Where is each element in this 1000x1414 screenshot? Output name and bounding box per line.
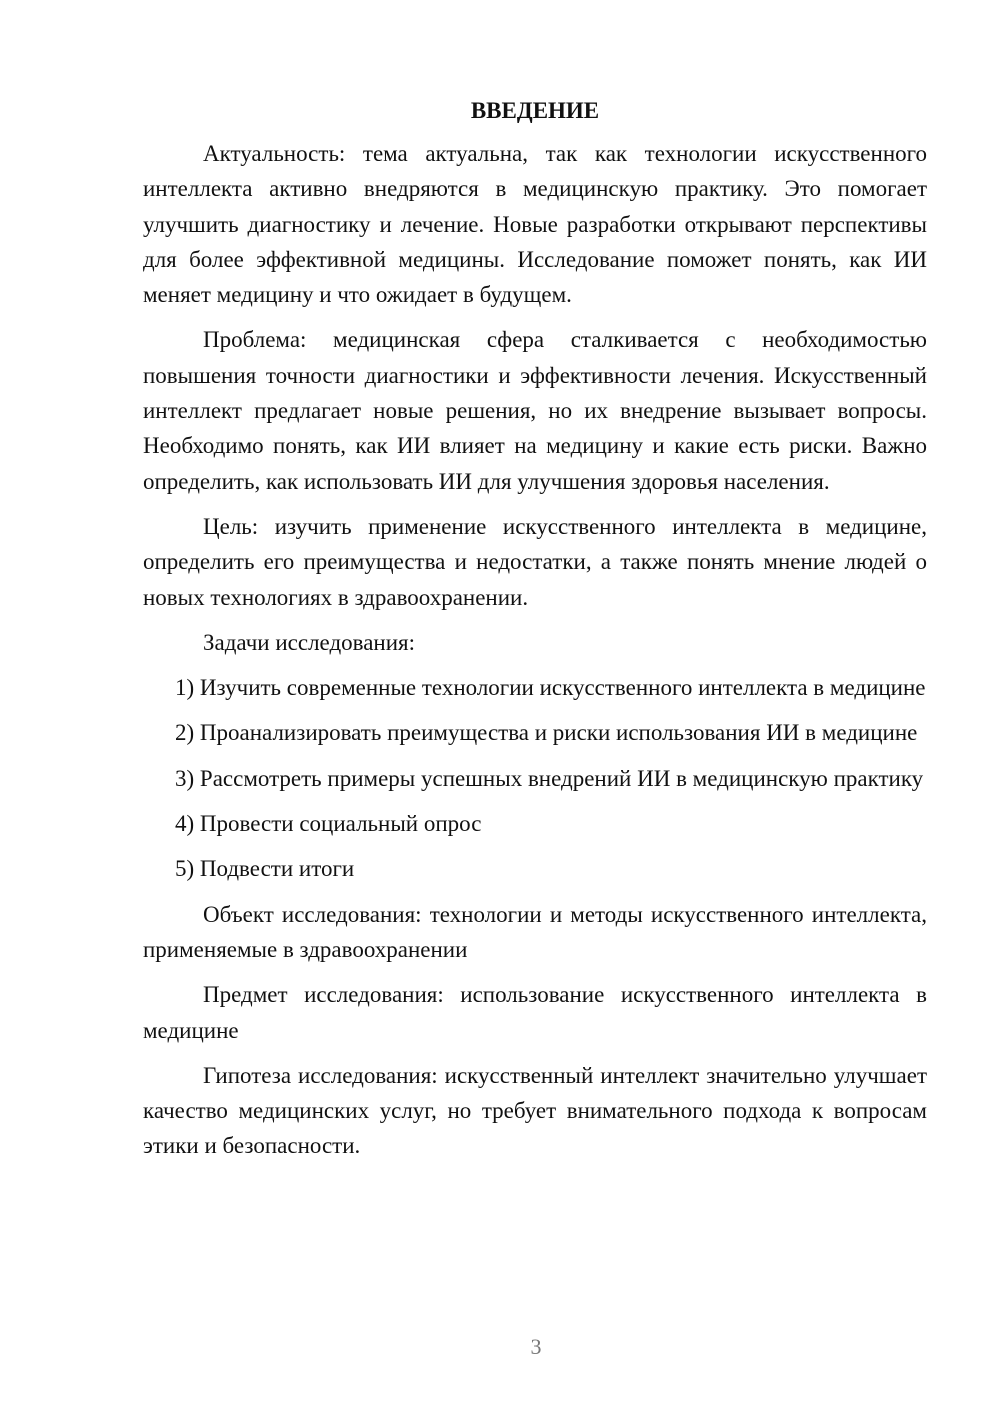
hypothesis-paragraph: Гипотеза исследования: искусственный интеллект значительно улучшает качество медицинских услуг, но требует внимательного подхода к вопросам этики и безопасности. xyxy=(143,1062,927,1159)
page-number: 3 xyxy=(530,1334,542,1359)
document-page xyxy=(143,96,927,1174)
goal-paragraph: Цель: изучить применение искусственного интеллекта в медицине, определить его преимущества и недостатки, а также понять мнение людей о новых технологиях в здравоохранении. xyxy=(143,513,927,610)
task-item-2: 2) Проанализировать преимущества и риски использования ИИ в медицине xyxy=(175,720,918,746)
tasks-heading: Задачи исследования: xyxy=(203,629,416,655)
relevance-paragraph: Актуальность: тема актуальна, так как технологии искусственного интеллекта активно внедряются в медицинскую практику. Это помогает улучшить диагностику и лечение. Новые разработки открывают перспективы для более эффективной медицины. Исследование поможет понять, как ИИ меняет медицину и что ожидает в будущем. xyxy=(143,141,927,308)
task-item-5: 5) Подвести итоги xyxy=(175,856,355,882)
task-item-4: 4) Провести социальный опрос xyxy=(175,811,482,837)
tasks-list xyxy=(143,670,927,886)
subject-paragraph: Предмет исследования: использование искусственного интеллекта в медицине xyxy=(143,982,927,1043)
object-paragraph: Объект исследования: технологии и методы искусственного интеллекта, применяемые в здравоохранении xyxy=(143,901,927,962)
section-title: ВВЕДЕНИЕ xyxy=(470,98,600,123)
task-item-1: 1) Изучить современные технологии искусственного интеллекта в медицине xyxy=(175,675,926,701)
problem-paragraph: Проблема: медицинская сфера сталкивается с необходимостью повышения точности диагностики и эффективности лечения. Искусственный интеллект предлагает новые решения, но их внедрение вызывает вопросы. Необходимо понять, как ИИ влияет на медицину и какие есть риски. Важно определить, как использовать ИИ для улучшения здоровья населения. xyxy=(143,327,927,494)
task-item-3: 3) Рассмотреть примеры успешных внедрений ИИ в медицинскую практику xyxy=(175,765,924,791)
